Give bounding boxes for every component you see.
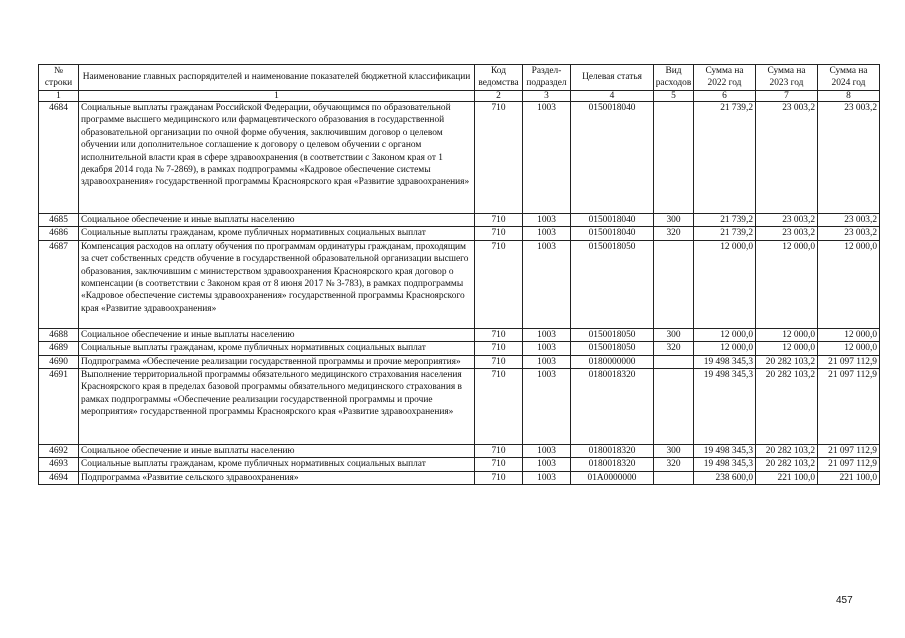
row-sum-2023: 20 282 103,2: [756, 445, 818, 458]
table-body: [39, 102, 880, 485]
row-section: 1003: [523, 102, 571, 214]
column-number: 2: [475, 91, 523, 102]
row-name: Подпрограмма «Обеспечение реализации государственной программы и прочие мероприятия»: [79, 355, 475, 368]
row-sum-2024: 21 097 112,9: [818, 369, 880, 445]
row-target: 01А0000000: [571, 471, 654, 484]
header-section: Раздел-подраздел: [523, 65, 571, 91]
row-name: Компенсация расходов на оплату обучения по программам ординатуры гражданам, проходящим за счет собственных средств обучение в государственной образовательной организации высшего образования, заключившим с министерством здравоохранения Красноярского края договор о компенсации (в соответствии с Законом края от 8 июня 2017 № 3-783), в рамках подпрограммы «Кадровое обеспечение системы здравоохранения» государственной программы Красноярского края «Развитие здравоохранения»: [79, 240, 475, 328]
row-number: 4685: [39, 214, 79, 227]
row-dept-code: 710: [475, 369, 523, 445]
header-exp-type: Вид расходов: [654, 65, 694, 91]
row-name: Подпрограмма «Развитие сельского здравоохранения»: [79, 471, 475, 484]
row-name: Социальные выплаты гражданам, кроме публичных нормативных социальных выплат: [79, 458, 475, 471]
table-row: [39, 214, 880, 227]
header-sum-2022: Сумма на 2022 год: [694, 65, 756, 91]
row-sum-2024: 23 003,2: [818, 214, 880, 227]
row-sum-2024: 21 097 112,9: [818, 458, 880, 471]
header-sum-2023: Сумма на 2023 год: [756, 65, 818, 91]
row-exp-type: [654, 102, 694, 214]
row-section: 1003: [523, 227, 571, 240]
row-exp-type: 300: [654, 445, 694, 458]
column-number: 1: [39, 91, 79, 102]
row-dept-code: 710: [475, 342, 523, 355]
row-name: Социальное обеспечение и иные выплаты населению: [79, 328, 475, 341]
column-numbers-row: [39, 91, 880, 102]
header-name: Наименование главных распорядителей и наименование показателей бюджетной классификации: [79, 65, 475, 91]
row-sum-2024: 12 000,0: [818, 342, 880, 355]
row-sum-2022: 19 498 345,3: [694, 369, 756, 445]
row-name: Выполнение территориальной программы обязательного медицинского страхования населения Красноярского края в пределах базовой программы обязательного медицинского страхования в рамках подпрограммы «Обеспечение реализации государственной программы и прочие мероприятия» государственной программы Красноярского края «Развитие здравоохранения»: [79, 369, 475, 445]
row-dept-code: 710: [475, 240, 523, 328]
row-target: 0180018320: [571, 369, 654, 445]
row-dept-code: 710: [475, 328, 523, 341]
row-sum-2024: 221 100,0: [818, 471, 880, 484]
row-section: 1003: [523, 458, 571, 471]
table-row: [39, 328, 880, 341]
row-sum-2023: 12 000,0: [756, 240, 818, 328]
row-exp-type: 320: [654, 227, 694, 240]
row-number: 4691: [39, 369, 79, 445]
row-name: Социальные выплаты гражданам, кроме публичных нормативных социальных выплат: [79, 227, 475, 240]
page-number: 457: [836, 595, 853, 606]
budget-table: [38, 64, 880, 485]
table-row: [39, 445, 880, 458]
column-number: 6: [694, 91, 756, 102]
row-dept-code: 710: [475, 445, 523, 458]
row-number: 4688: [39, 328, 79, 341]
row-section: 1003: [523, 445, 571, 458]
row-number: 4686: [39, 227, 79, 240]
row-exp-type: [654, 369, 694, 445]
row-section: 1003: [523, 342, 571, 355]
row-number: 4692: [39, 445, 79, 458]
row-sum-2023: 12 000,0: [756, 328, 818, 341]
row-exp-type: [654, 355, 694, 368]
column-number: 1: [79, 91, 475, 102]
table-row: [39, 458, 880, 471]
row-dept-code: 710: [475, 471, 523, 484]
row-sum-2022: 19 498 345,3: [694, 445, 756, 458]
column-number: 3: [523, 91, 571, 102]
row-sum-2022: 19 498 345,3: [694, 458, 756, 471]
row-dept-code: 710: [475, 355, 523, 368]
row-section: 1003: [523, 214, 571, 227]
row-exp-type: 320: [654, 458, 694, 471]
table-row: [39, 102, 880, 214]
row-sum-2022: 21 739,2: [694, 214, 756, 227]
table-row: [39, 355, 880, 368]
row-section: 1003: [523, 240, 571, 328]
table-row: [39, 240, 880, 328]
header-sum-2024: Сумма на 2024 год: [818, 65, 880, 91]
row-target: 0180000000: [571, 355, 654, 368]
row-sum-2023: 23 003,2: [756, 214, 818, 227]
row-number: 4684: [39, 102, 79, 214]
row-sum-2022: 12 000,0: [694, 342, 756, 355]
column-number: 7: [756, 91, 818, 102]
row-name: Социальные выплаты гражданам, кроме публичных нормативных социальных выплат: [79, 342, 475, 355]
row-sum-2024: 21 097 112,9: [818, 445, 880, 458]
column-number: 4: [571, 91, 654, 102]
row-exp-type: [654, 240, 694, 328]
row-sum-2024: 12 000,0: [818, 240, 880, 328]
header-dept-code: Код ведомства: [475, 65, 523, 91]
row-dept-code: 710: [475, 102, 523, 214]
row-sum-2023: 23 003,2: [756, 227, 818, 240]
column-number: 8: [818, 91, 880, 102]
table-row: [39, 369, 880, 445]
row-section: 1003: [523, 355, 571, 368]
row-target: 0150018050: [571, 328, 654, 341]
row-sum-2023: 221 100,0: [756, 471, 818, 484]
row-sum-2024: 23 003,2: [818, 227, 880, 240]
row-number: 4689: [39, 342, 79, 355]
row-exp-type: 300: [654, 328, 694, 341]
row-sum-2024: 21 097 112,9: [818, 355, 880, 368]
row-number: 4694: [39, 471, 79, 484]
row-sum-2023: 20 282 103,2: [756, 369, 818, 445]
row-dept-code: 710: [475, 214, 523, 227]
column-number: 5: [654, 91, 694, 102]
row-section: 1003: [523, 471, 571, 484]
row-section: 1003: [523, 369, 571, 445]
row-dept-code: 710: [475, 227, 523, 240]
row-target: 0150018040: [571, 214, 654, 227]
table-row: [39, 342, 880, 355]
row-sum-2022: 21 739,2: [694, 102, 756, 214]
row-exp-type: 300: [654, 214, 694, 227]
row-dept-code: 710: [475, 458, 523, 471]
row-sum-2023: 20 282 103,2: [756, 458, 818, 471]
row-target: 0150018040: [571, 227, 654, 240]
row-number: 4693: [39, 458, 79, 471]
row-sum-2023: 20 282 103,2: [756, 355, 818, 368]
row-sum-2022: 19 498 345,3: [694, 355, 756, 368]
row-section: 1003: [523, 328, 571, 341]
row-sum-2023: 23 003,2: [756, 102, 818, 214]
row-exp-type: 320: [654, 342, 694, 355]
row-number: 4690: [39, 355, 79, 368]
row-target: 0150018050: [571, 240, 654, 328]
row-target: 0180018320: [571, 458, 654, 471]
row-sum-2022: 12 000,0: [694, 328, 756, 341]
row-number: 4687: [39, 240, 79, 328]
table-header: [39, 65, 880, 102]
row-name: Социальное обеспечение и иные выплаты населению: [79, 445, 475, 458]
row-sum-2024: 23 003,2: [818, 102, 880, 214]
header-row-no: № строки: [39, 65, 79, 91]
row-name: Социальные выплаты гражданам Российской Федерации, обучающимся по образовательной программе высшего медицинского или фармацевтического образования в государственной образовательной организации по очной форме обучения, заключившим договор о целевом обучении или дополнительное соглашение к договору о целевом обучении с органом исполнительной власти края в сфере здравоохранения (в соответствии с Законом края от 1 декабря 2014 года № 7-2869), в рамках подпрограммы «Кадровое обеспечение системы здравоохранения» государственной программы Красноярского края «Развитие здравоохранения»: [79, 102, 475, 214]
header-target: Целевая статья: [571, 65, 654, 91]
table-row: [39, 227, 880, 240]
row-exp-type: [654, 471, 694, 484]
row-sum-2022: 12 000,0: [694, 240, 756, 328]
table-row: [39, 471, 880, 484]
row-target: 0150018040: [571, 102, 654, 214]
row-sum-2022: 21 739,2: [694, 227, 756, 240]
row-name: Социальное обеспечение и иные выплаты населению: [79, 214, 475, 227]
row-sum-2022: 238 600,0: [694, 471, 756, 484]
row-target: 0150018050: [571, 342, 654, 355]
row-sum-2024: 12 000,0: [818, 328, 880, 341]
row-sum-2023: 12 000,0: [756, 342, 818, 355]
row-target: 0180018320: [571, 445, 654, 458]
